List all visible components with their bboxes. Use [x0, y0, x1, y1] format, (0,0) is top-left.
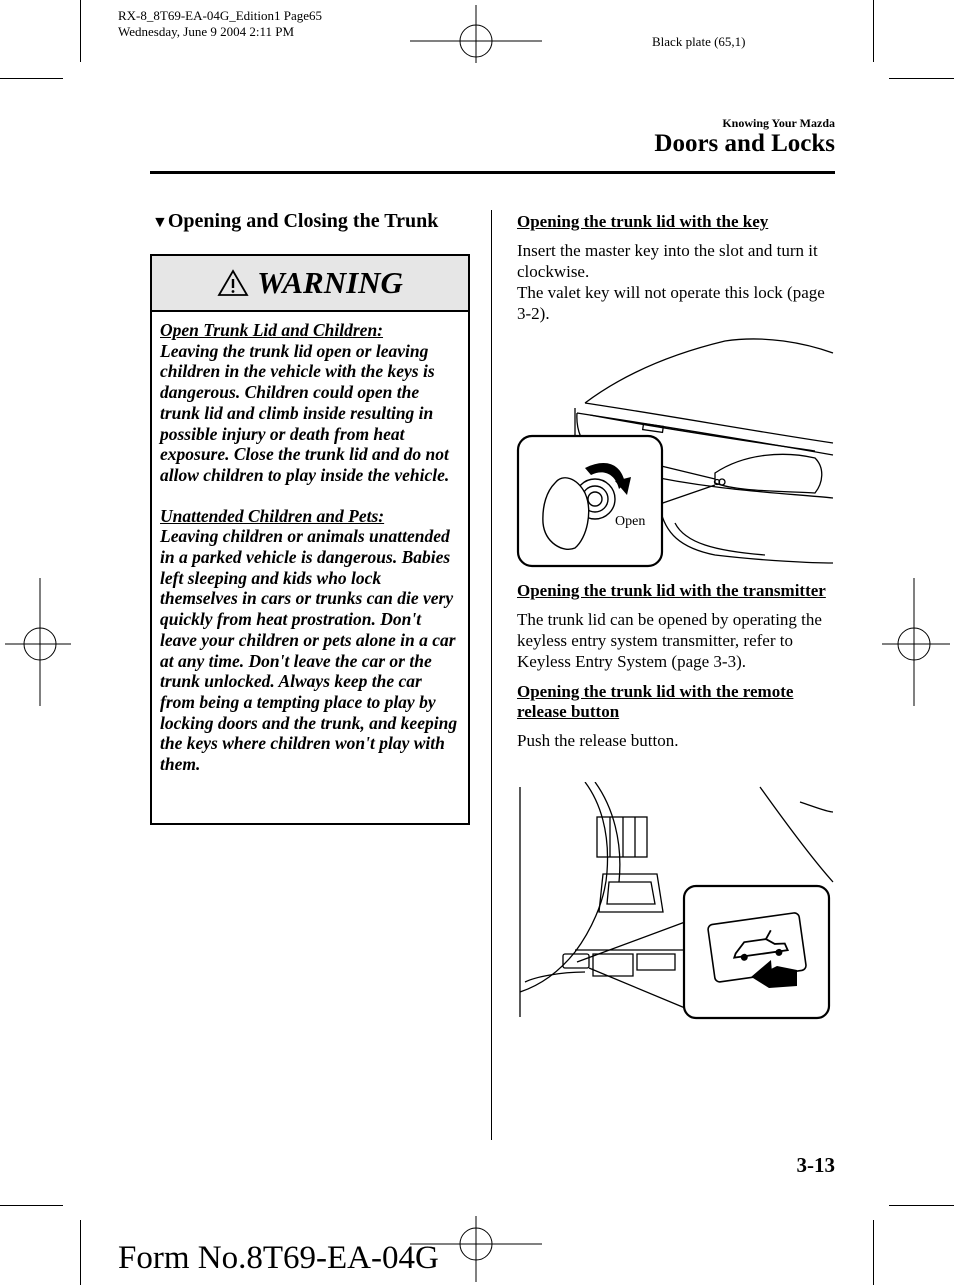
- warning-paragraph-2: [160, 506, 460, 775]
- warning-header: [152, 256, 468, 312]
- warning-paragraph-1: [160, 320, 460, 486]
- warning-label: WARNING: [257, 265, 403, 300]
- trunk-key-illustration: [515, 333, 835, 573]
- open-label: Open: [615, 514, 646, 529]
- warning-paragraph-1-title: Open Trunk Lid and Children:: [160, 320, 384, 340]
- page-number: 3-13: [796, 1153, 835, 1177]
- release-instruction: Push the release button.: [517, 730, 679, 750]
- warning-triangle-icon: [217, 269, 249, 297]
- print-date-line: Wednesday, June 9 2004 2:11 PM: [118, 24, 295, 39]
- subheading-key: Opening the trunk lid with the key: [517, 212, 769, 231]
- release-button-illustration: [515, 782, 835, 1022]
- page-title: Doors and Locks: [654, 130, 835, 157]
- subheading-transmitter: Opening the trunk lid with the transmitter: [517, 581, 826, 600]
- warning-paragraph-1-text: Leaving the trunk lid open or leaving children in the vehicle with the keys is dangerous. Children could open the trunk lid and climb inside resulting in possible injury or death from heat exposure. Close the trunk lid and do not allow children to play inside the vehicle.: [160, 340, 450, 485]
- triangle-bullet-icon: ▼: [152, 214, 168, 231]
- warning-body: [152, 312, 468, 775]
- valet-key-note: The valet key will not operate this lock (page 3-2).: [517, 282, 825, 323]
- print-job-line: RX-8_8T69-EA-04G_Edition1 Page65: [118, 8, 323, 23]
- key-instruction: Insert the master key into the slot and turn it clockwise.: [517, 240, 818, 281]
- right-column-middle: [517, 581, 835, 751]
- registration-mark-right: [882, 578, 950, 708]
- warning-paragraph-2-title: Unattended Children and Pets:: [160, 505, 385, 526]
- black-plate-label: Black plate (65,1): [652, 34, 746, 49]
- warning-paragraph-2-text: Leaving children or animals unattended in a parked vehicle is dangerous. Babies left sleeping and kids who lock themselves in cars or trunks can die very quickly from heat prostration. Don't leave your children or pets alone in a car at any time. Don't leave the car or the trunk unlocked. Always keep the car from being a tempting place to play by locking doors and the trunk, and keeping the keys where children won't play with them.: [160, 526, 458, 775]
- section-label: Knowing Your Mazda: [722, 116, 835, 130]
- warning-box: [150, 254, 470, 825]
- form-number: Form No.8T69-EA-04G: [118, 1240, 439, 1276]
- column-divider: [491, 210, 492, 1140]
- section-heading-text: Opening and Closing the Trunk: [167, 210, 439, 232]
- subheading-remote-release: Opening the trunk lid with the remote release button: [517, 681, 794, 721]
- registration-mark-left: [5, 578, 71, 708]
- right-column-top: [517, 212, 835, 324]
- registration-mark-top: [410, 5, 542, 75]
- header-rule: [150, 171, 835, 174]
- transmitter-instruction: The trunk lid can be opened by operating the keyless entry system transmitter, refer to Keyless Entry System (page 3-3).: [517, 609, 822, 671]
- print-job-info: [118, 8, 322, 40]
- section-heading: [152, 210, 438, 233]
